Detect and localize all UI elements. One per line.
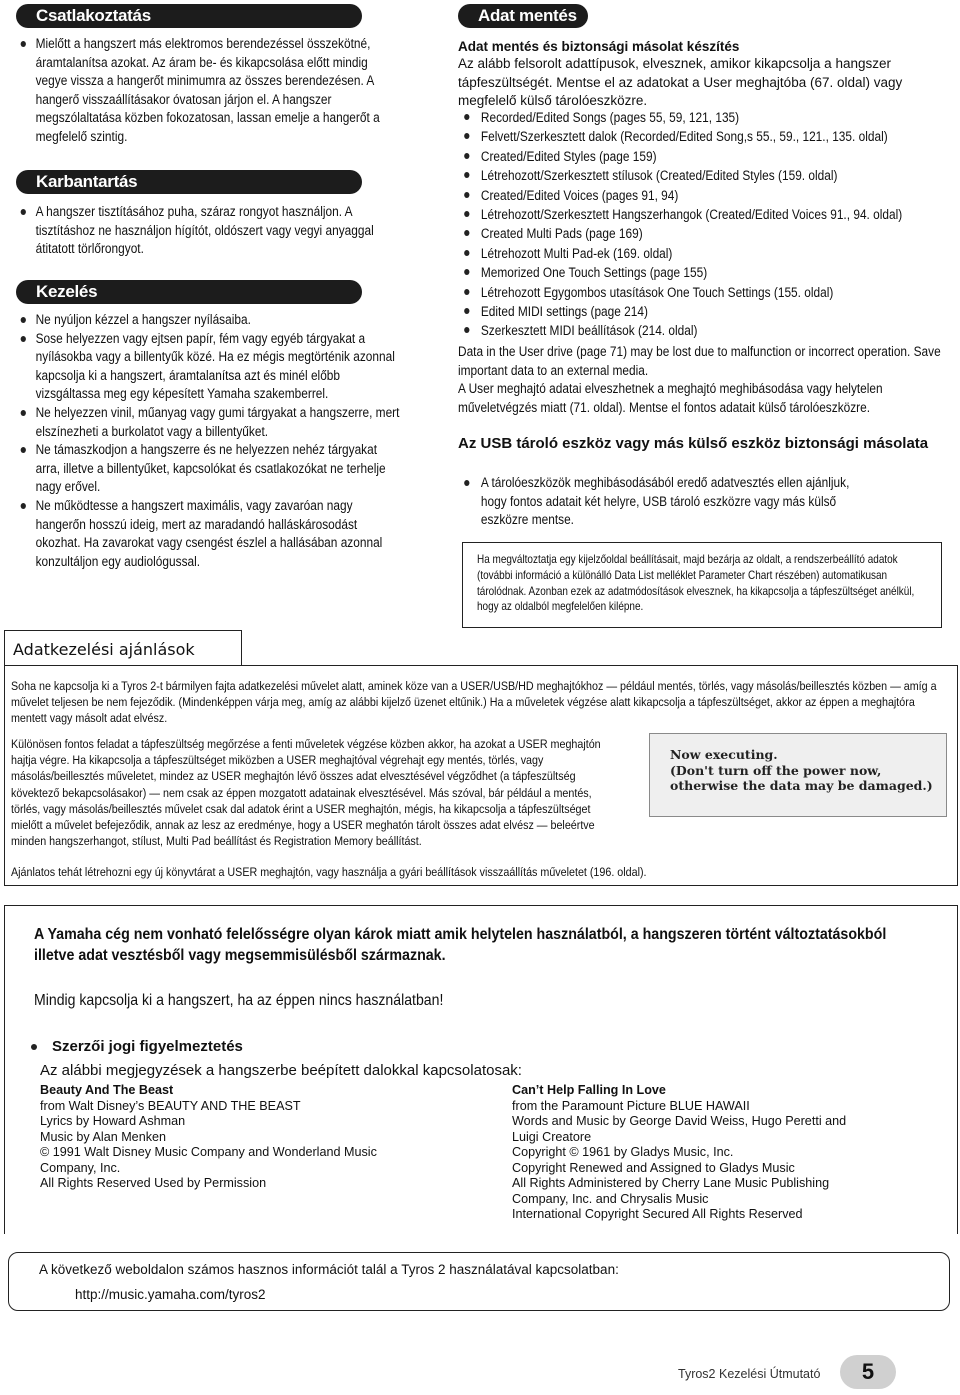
copyright-line: from the Paramount Picture BLUE HAWAII [512, 1098, 750, 1113]
list-item: Felvett/Szerkesztett dalok (Recorded/Edited Song,s 55., 59., 121., 135. oldal) [458, 127, 958, 146]
list-item: Recorded/Edited Songs (pages 55, 59, 121, 135) [458, 108, 958, 127]
copyright-line: © 1991 Walt Disney Music Company and Wonderland Music [40, 1145, 377, 1159]
karbantartas-list [18, 203, 402, 259]
copyright-line: Copyright © 1961 by Gladys Music, Inc. [512, 1145, 734, 1159]
copyright-line: from Walt Disney’s BEAUTY AND THE BEAST [40, 1098, 301, 1113]
kezeles-list [18, 311, 402, 571]
list-item: Created/Edited Styles (page 159) [458, 147, 958, 166]
screen-message-panel [649, 733, 947, 817]
user-drive-note-hu: A User meghajtó adatai elveszhetnek a meghajtó meghibásodása vagy helytelen műveletvégzés miatt (71. oldal). Mentse el fontos adatait külső tárolóeszközre. [458, 381, 883, 415]
user-drive-note-en: Data in the User drive (page 71) may be lost due to malfunction or incorrect operation. Save important data to an external media. [458, 344, 941, 378]
copyright-line: Company, Inc. [40, 1160, 121, 1175]
data-handling-p1: Soha ne kapcsolja ki a Tyros 2-t bármilyen fajta adatkezelési művelet alatt, aminek köze van a USER/USB/HD meghajtókhoz — például mentés, törlés, vagy másolás/beillesztés közben — amíg a művelet teljesen be nem fejeződik. (Mindenképpen várja meg, amíg az alábbi kijelző üzenet eltűnik.) Ha a műveletek végzése alatt kikapcsolja a tápfeszültséget, akkor az éppen a meghajtóra mentett vagy másolt adat elvész. [11, 679, 937, 725]
data-handling-p2: Különösen fontos feladat a tápfeszültség megőrzése a fenti műveletek végzése közben akkor, ha azokat a USER meghajtón hajtja végre. Ha kikapcsolja a tápfeszültséget miközben a USER meghajtóval végrehajt egy mentés, törlés, vagy másolás/beillesztés műveletet, mindez az USER meghajtón lévő összes adat elvesztésével végződhet (a tápfeszültség kövektező bekapcsolásakor) — nem csak az éppen mozgatott adatainak elvesztésével. Más szóval, bár például a mentés, törlés, vagy másolás/beillesztés művelet csak dal adatok érint a USER meghajtón, mégis, ha kikapcsolja a tápfeszültséget mielőtt a művelet befejeződik, annak az lesz az eredménye, hogy a USER meghatón tárolt összes adat elvész — beleértve minden hangszerhangot, stílust, Multi Pad beállítást és Registration Memory beállítást. [11, 737, 601, 849]
section-heading-csatlakoztatas: Csatlakoztatás [16, 4, 362, 28]
website-box [8, 1252, 950, 1311]
copyright-line: Company, Inc. and Chrysalis Music [512, 1191, 709, 1206]
copyright-line: Luigi Creatore [512, 1129, 592, 1144]
website-text: A következő weboldalon számos hasznos információt talál a Tyros 2 használatával kapcsolatban: [39, 1262, 619, 1277]
list-item: Létrehozott Egygombos utasítások One Touch Settings (155. oldal) [458, 283, 958, 302]
copyright-right [512, 1083, 952, 1223]
list-item: Edited MIDI settings (page 214) [458, 302, 958, 321]
page-number-badge [840, 1355, 896, 1389]
copyright-left [40, 1083, 460, 1192]
list-item: Mielőtt a hangszert más elektromos berendezéssel összekötné, áramtalanítsa azokat. Az áram be- és kikapcsolása előtt mindig vegye vissza a hangerőt minimumra az összes berendezésen. A hangerő visszaállításakor óvatosan járjon el. A hangszer megszólaltatása közben fokozatosan, lassan emelje a hangerőt a megfelelő szintig. [18, 35, 402, 147]
usb-backup-title: Az USB tároló eszköz vagy más külső eszköz biztonsági másolata [458, 435, 929, 452]
section-heading-karbantartas: Karbantartás [16, 170, 362, 194]
section-heading-kezeles: Kezelés [16, 280, 362, 304]
copyright-line: All Rights Reserved Used by Permission [40, 1176, 267, 1190]
list-item: Created/Edited Voices (pages 91, 94) [458, 186, 958, 205]
list-item: Szerkesztett MIDI beállítások (214. oldal) [458, 321, 958, 340]
power-off-reminder: Mindig kapcsolja ki a hangszert, ha az éppen nincs használatban! [34, 992, 444, 1009]
website-link[interactable]: http://music.yamaha.com/tyros2 [75, 1287, 266, 1302]
screen-message-line: (Don't turn off the power now, [670, 762, 882, 778]
screen-message-line: Now executing. [670, 747, 778, 762]
list-item: Memorized One Touch Settings (page 155) [458, 263, 958, 282]
copyright-line: International Copyright Secured All Rights Reserved [512, 1207, 803, 1221]
list-item: Ne helyezzen vinil, műanyag vagy gumi tárgyakat a hangszerre, mert elszínezheti a burkolatot vagy a billentyűket. [18, 404, 402, 441]
csatlakoztatas-list [18, 35, 402, 147]
backup-intro: Az alább felsorolt adattípusok, elvesznek, amikor kikapcsolja a hangszer tápfeszültségét. Mentse el az adatokat a User meghajtóba (67. oldal) vagy megfelelő külső tárolóeszközre. [458, 56, 903, 108]
list-item: A tárolóeszközök meghibásodásából eredő adatvesztés ellen ajánljuk, hogy fontos adatait két helyre, USB tároló eszközre vagy más külső eszközre mentse. [458, 474, 898, 530]
list-item: Ne támaszkodjon a hangszerre és ne helyezzen nehéz tárgyakat arra, illetve a billentyűket, kapcsolókat és csatlakozókat ne terhelje nagy erővel. [18, 441, 402, 497]
system-setup-note-box [462, 542, 942, 628]
copyright-line: Words and Music by George David Weiss, Hugo Peretti and [512, 1114, 847, 1128]
song-title: Can’t Help Falling In Love [512, 1083, 666, 1097]
copyright-bullet-icon [31, 1044, 37, 1050]
footer-label: Tyros2 Kezelési Útmutató [678, 1367, 821, 1381]
data-handling-title: Adatkezelési ajánlások [13, 640, 195, 659]
system-setup-note: Ha megváltoztatja egy kijelzőoldal beállításait, majd bezárja az oldalt, a rendszerbeállító adatok (további információ a különálló Data List melléklet Parameter Chart részében) automatikusan tárolódnak. Azonban ezek az adatmódosítások elvesznek, ha kikapcsolja a tápfeszültséget anélkül, hogy az oldalból megfelelően kilépne. [477, 553, 915, 614]
screen-message-line: otherwise the data may be damaged.) [670, 778, 933, 793]
copyright-intro: Az alábbi megjegyzések a hangszerbe beépített dalokkal kapcsolatosak: [40, 1062, 522, 1079]
usb-backup-list [458, 474, 898, 530]
section-heading-adatmentes: Adat mentés [458, 4, 588, 28]
data-handling-box [4, 665, 958, 886]
list-item: Létrehozott Multi Pad-ek (169. oldal) [458, 244, 958, 263]
notice-box [4, 905, 958, 1234]
disclaimer: A Yamaha cég nem vonható felelősségre olyan károk miatt amik helytelen használatból, a hangszeren történt változtatásokból illetve adat vesztésből vagy megsemmisülésből származnak. [34, 926, 887, 964]
data-handling-title-box [4, 630, 242, 666]
copyright-line: Lyrics by Howard Ashman [40, 1114, 186, 1128]
list-item: Created Multi Pads (page 169) [458, 224, 958, 243]
data-type-list [458, 108, 958, 341]
list-item: Ne működtesse a hangszert maximális, vagy zavaróan nagy hangerőn hosszú ideig, mert az maradandó halláskárosodást okozhat. Ha zavarokat vagy csengést észlel a hallásában azonnal konzultáljon egy audiológussal. [18, 497, 402, 571]
copyright-line: Copyright Renewed and Assigned to Gladys Music [512, 1160, 795, 1175]
backup-subtitle: Adat mentés és biztonsági másolat készítés [458, 39, 740, 54]
copyright-line: All Rights Administered by Cherry Lane Music Publishing [512, 1176, 830, 1190]
song-title: Beauty And The Beast [40, 1083, 174, 1097]
list-item: Létrehozott/Szerkesztett Hangszerhangok (Created/Edited Voices 91., 94. oldal) [458, 205, 958, 224]
data-handling-p3: Ajánlatos tehát létrehozni egy új könyvtárat a USER meghajtón, vagy használja a gyári beállítások visszaállítás műveletet (196. oldal). [11, 865, 647, 879]
list-item: A hangszer tisztításához puha, száraz rongyot használjon. A tisztításhoz ne használjon hígítót, oldószert vagy vegyi anyaggal átitatott törlőrongyot. [18, 203, 402, 259]
copyright-line: Music by Alan Menken [40, 1129, 166, 1144]
copyright-title: Szerzői jogi figyelmeztetés [52, 1038, 243, 1055]
page-number: 5 [861, 1359, 875, 1384]
list-item: Ne nyúljon kézzel a hangszer nyílásaiba. [18, 311, 402, 330]
list-item: Létrehozott/Szerkesztett stílusok (Created/Edited Styles (159. oldal) [458, 166, 958, 185]
list-item: Sose helyezzen vagy ejtsen papír, fém vagy egyéb tárgyakat a nyílásokba vagy a billentyűk közé. Ha ez mégis megtörténik azonnal kapcsolja ki a hangszert, áramtalanítsa azt és minél előbb vizsgáltassa meg egy képesített Yamaha szakemberrel. [18, 330, 402, 404]
